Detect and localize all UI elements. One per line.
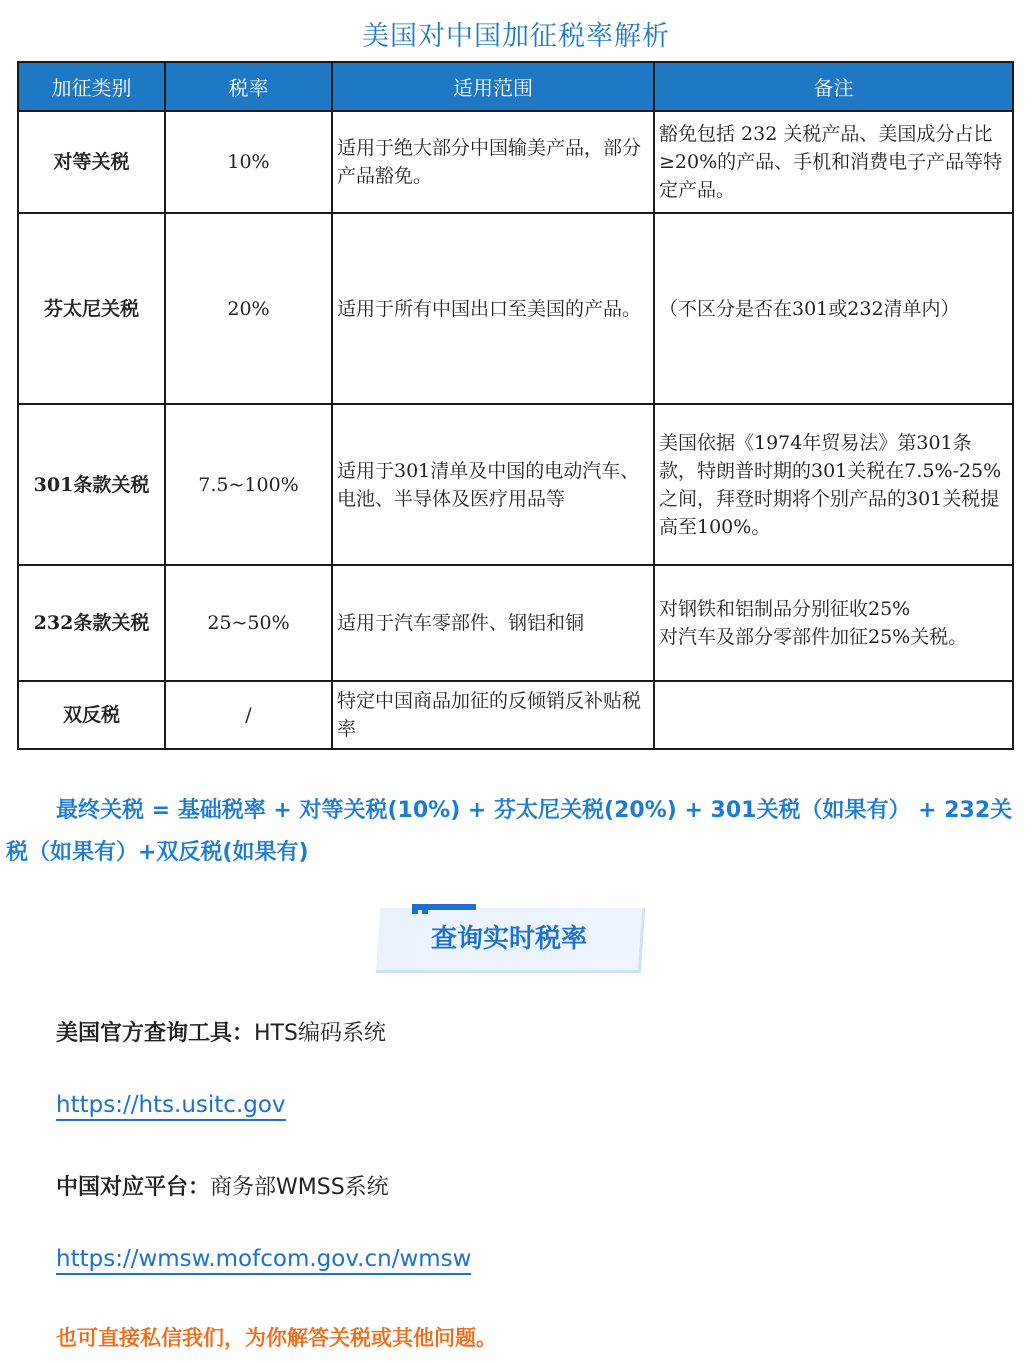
section-header-accent-tick [422,904,428,914]
cell-scope: 适用于汽车零部件、钢铝和铜 [332,565,654,681]
cell-type: 301条款关税 [18,404,165,565]
cell-type: 芬太尼关税 [18,213,165,404]
cn-tool-line [56,1170,389,1201]
table-row [18,213,1013,404]
tariff-table [17,61,1014,750]
cell-type: 对等关税 [18,111,165,213]
cell-note [654,681,1013,749]
cell-rate: 7.5~100% [165,404,332,565]
cn-tool-link[interactable]: https://wmsw.mofcom.gov.cn/wmsw [56,1246,471,1275]
table-row [18,681,1013,749]
table-row [18,404,1013,565]
cell-scope: 适用于301清单及中国的电动汽车、电池、半导体及医疗用品等 [332,404,654,565]
header-rate: 税率 [165,62,332,111]
contact-cta: 也可直接私信我们，为你解答关税或其他问题。 [56,1326,497,1350]
cell-note: 对钢铁和铝制品分别征收25% 对汽车及部分零部件加征25%关税。 [654,565,1013,681]
us-tool-link[interactable]: https://hts.usitc.gov [56,1092,286,1121]
cell-rate: / [165,681,332,749]
cell-note: 美国依据《1974年贸易法》第301条款，特朗普时期的301关税在7.5%-25%之间，拜登时期将个别产品的301关税提高至100%。 [654,404,1013,565]
section-header [378,904,640,974]
cell-rate: 25~50% [165,565,332,681]
us-tool-value: HTS编码系统 [254,1021,386,1046]
table-title: 美国对中国加征税率解析 [362,21,670,52]
table-header-row [18,62,1013,111]
cell-type: 双反税 [18,681,165,749]
cn-tool-value: 商务部WMSS系统 [210,1175,389,1200]
header-scope: 适用范围 [332,62,654,111]
cell-rate: 20% [165,213,332,404]
table-row [18,111,1013,213]
header-type: 加征类别 [18,62,165,111]
cell-scope: 适用于所有中国出口至美国的产品。 [332,213,654,404]
cell-type: 232条款关税 [18,565,165,681]
cell-rate: 10% [165,111,332,213]
section-title: 查询实时税率 [430,924,587,954]
cell-scope: 特定中国商品加征的反倾销反补贴税率 [332,681,654,749]
cell-note: 豁免包括 232 关税产品、美国成分占比≥20%的产品、手机和消费电子产品等特定产品。 [654,111,1013,213]
tariff-formula: 最终关税 = 基础税率 + 对等关税(10%) + 芬太尼关税(20%) + 301关税（如果有） + 232关税（如果有）+双反税(如果有) [6,798,1013,865]
section-header-accent-tick [412,904,418,914]
table-row [18,565,1013,681]
cell-scope: 适用于绝大部分中国输美产品，部分产品豁免。 [332,111,654,213]
header-note: 备注 [654,62,1013,111]
cn-tool-label: 中国对应平台： [56,1175,211,1200]
cell-note: （不区分是否在301或232清单内） [654,213,1013,404]
us-tool-line [56,1016,386,1047]
us-tool-label: 美国官方查询工具： [56,1021,255,1046]
